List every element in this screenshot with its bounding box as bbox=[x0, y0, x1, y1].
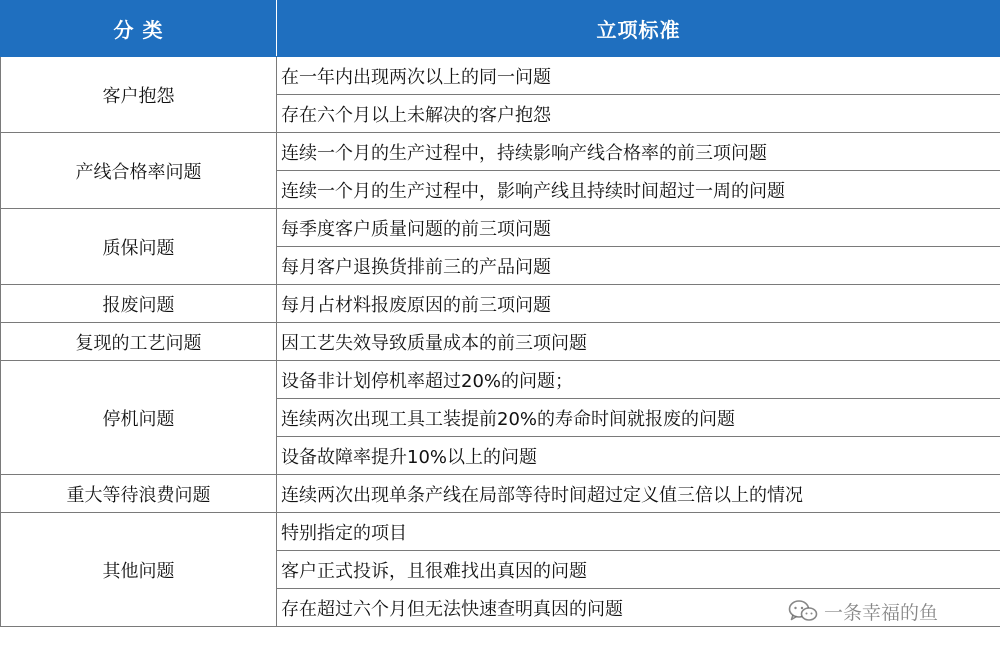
watermark-text: 一条幸福的鱼 bbox=[824, 601, 939, 624]
category-cell: 质保问题 bbox=[1, 209, 277, 285]
criteria-cell: 每月占材料报废原因的前三项问题 bbox=[277, 285, 1000, 323]
criteria-cell: 连续一个月的生产过程中，影响产线且持续时间超过一周的问题 bbox=[277, 171, 1000, 209]
criteria-cell: 每月客户退换货排前三的产品问题 bbox=[277, 247, 1000, 285]
table-header-row bbox=[1, 1, 1000, 57]
category-cell: 停机问题 bbox=[1, 361, 277, 475]
table-row bbox=[1, 57, 1000, 95]
table-row bbox=[1, 323, 1000, 361]
category-cell: 复现的工艺问题 bbox=[1, 323, 277, 361]
category-cell: 客户抱怨 bbox=[1, 57, 277, 133]
criteria-cell: 每季度客户质量问题的前三项问题 bbox=[277, 209, 1000, 247]
criteria-cell: 设备故障率提升10%以上的问题 bbox=[277, 437, 1000, 475]
criteria-cell: 设备非计划停机率超过20%的问题； bbox=[277, 361, 1000, 399]
header-criteria: 立项标准 bbox=[277, 1, 1000, 57]
criteria-cell: 连续两次出现单条产线在局部等待时间超过定义值三倍以上的情况 bbox=[277, 475, 1000, 513]
criteria-cell: 客户正式投诉，且很难找出真因的问题 bbox=[277, 551, 1000, 589]
criteria-cell: 特别指定的项目 bbox=[277, 513, 1000, 551]
table-row bbox=[1, 475, 1000, 513]
category-cell: 报废问题 bbox=[1, 285, 277, 323]
criteria-cell: 连续一个月的生产过程中，持续影响产线合格率的前三项问题 bbox=[277, 133, 1000, 171]
table-row bbox=[1, 209, 1000, 247]
header-category: 分 类 bbox=[1, 1, 277, 57]
table-row bbox=[1, 285, 1000, 323]
table-row bbox=[1, 513, 1000, 551]
table-row bbox=[1, 361, 1000, 399]
category-cell: 重大等待浪费问题 bbox=[1, 475, 277, 513]
criteria-cell: 存在六个月以上未解决的客户抱怨 bbox=[277, 95, 1000, 133]
table-row bbox=[1, 133, 1000, 171]
category-cell: 产线合格率问题 bbox=[1, 133, 277, 209]
criteria-cell: 在一年内出现两次以上的同一问题 bbox=[277, 57, 1000, 95]
criteria-cell: 因工艺失效导致质量成本的前三项问题 bbox=[277, 323, 1000, 361]
criteria-cell: 连续两次出现工具工装提前20%的寿命时间就报废的问题 bbox=[277, 399, 1000, 437]
criteria-cell: 存在超过六个月但无法快速查明真因的问题 bbox=[277, 589, 1000, 627]
category-cell: 其他问题 bbox=[1, 513, 277, 627]
